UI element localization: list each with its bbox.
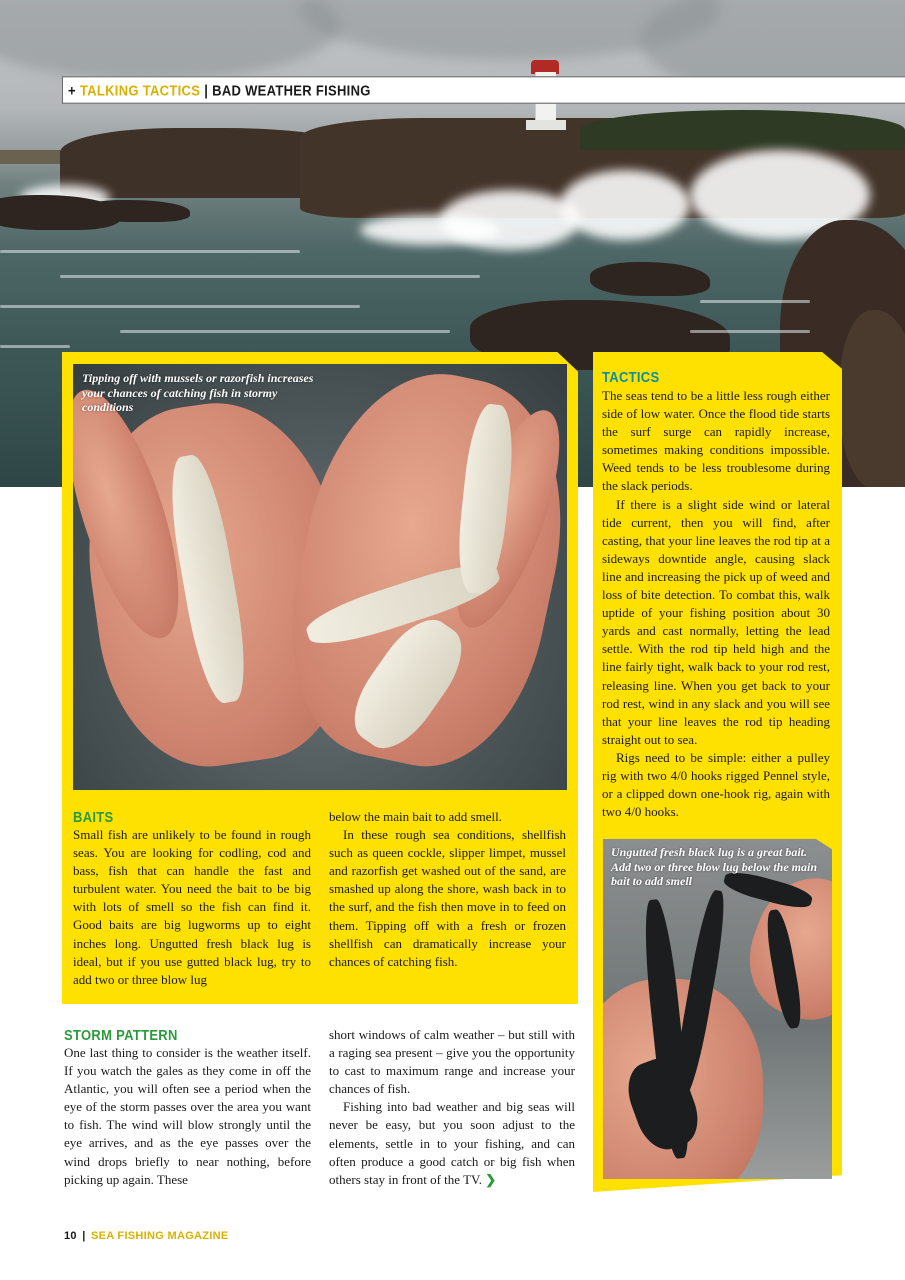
tactics-heading: TACTICS [602,369,660,386]
storm-pattern-heading: STORM PATTERN [64,1027,178,1044]
paragraph: Rigs need to be simple: either a pulley rig with two 4/0 hooks rigged Pennel style, or a clipped down one-hook rig, again with two 4/0 hooks. [602,749,830,820]
tactics-column [602,387,830,821]
magazine-name: SEA FISHING MAGAZINE [90,1230,229,1242]
storm-column-2 [329,1026,575,1189]
paragraph [329,1098,575,1188]
razorfish-caption: Tipping off with mussels or razorfish increases your chances of catching fish in stormy conditions [82,371,314,414]
paragraph: In these rough sea conditions, shellfish such as queen cockle, slipper limpet, mussel and razorfish get washed out of the sand, are smashed up along the shore, wash back in to the surf, and the fish then move in to feed on them. Tipping off with a fresh or frozen shellfish can dramatically increase your chances of catching fish. [329,827,566,969]
lugworm-photo [603,839,832,1179]
baits-column-1 [73,826,311,989]
paragraph: If there is a slight side wind or lateral tide current, then you will find, after casting, that your line leaves the rod tip at a sideways downtide angle, causing slack line and increasing the pick up of weed and loss of bite detection. To combat this, walk uptide of your fishing position about 30 yards and cast normally, letting the lead settle. With the rod tip held high and the line fairly tight, walk back to your rod rest, releasing line. When you get back to your rod rest, wind in any slack and you will see that your line leaves the rod tip heading straight out to sea. [602,496,830,747]
section-header-bar [62,76,905,104]
end-mark-icon: ❯ [485,1171,497,1187]
lighthouse-base [526,120,566,130]
page-number: 10 [64,1230,77,1242]
paragraph: The seas tend to be a little less rough either side of low water. Once the flood tide starts the surf surge can rapidly increase, sometimes making conditions impossible. Weed tends to be less troublesome during the slack periods. [602,388,830,494]
paragraph: short windows of calm weather – but still with a raging sea present – give you the opportunity to cast to maximum range and increase your chances of fish. [329,1027,575,1097]
footer-separator: | [82,1230,86,1242]
paragraph-text: Fishing into bad weather and big seas will never be easy, but you soon adjust to the elements, settle in to your fishing, and can often produce a good catch or big fish when others stay in front of the TV. [329,1099,575,1187]
header-section: TALKING TACTICS [79,81,201,99]
paragraph: Small fish are unlikely to be found in rough seas. You are looking for codling, cod and bass, fish that can handle the fast and turbulent water. You need the bait to be big with lots of smell so the fish can find it. Good baits are big lugworms up to eight inches long. Ungutted fresh black lug is ideal, but if you use gutted black lug, try to add two or three blow lug [73,827,311,987]
header-topic: BAD WEATHER FISHING [212,81,371,99]
paragraph: below the main bait to add smell. [329,809,502,824]
razorfish-photo [73,364,567,790]
header-separator: | [204,81,209,99]
baits-column-2 [329,808,566,971]
baits-heading: BAITS [73,809,114,826]
paragraph: One last thing to consider is the weather itself. If you watch the gales as they come in off the Atlantic, you will often see a period when the eye of the storm passes over the area you want to fish. The wind will blow strongly until the eye arrives, and as the eye passes over the wind drops briefly to near nothing, before picking up again. These [64,1045,311,1187]
storm-column-1 [64,1044,311,1189]
header-plus: + [68,81,76,99]
page-footer [64,1230,229,1242]
lug-caption: Ungutted fresh black lug is a great bait. Add two or three blow lug below the main bait to add smell [611,845,818,888]
